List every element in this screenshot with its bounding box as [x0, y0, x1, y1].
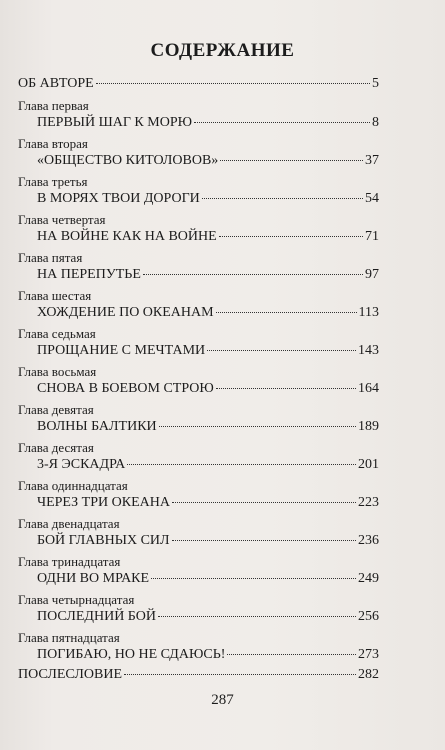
dot-leader	[216, 388, 356, 389]
chapter-label: Глава первая	[18, 98, 89, 113]
chapter-label: Глава пятнадцатая	[18, 630, 120, 645]
chapter-label: Глава одиннадцатая	[18, 478, 128, 493]
toc-entry-page: 113	[358, 305, 379, 320]
toc-entry-page: 8	[372, 115, 379, 130]
dot-leader	[159, 426, 356, 427]
dot-leader	[207, 350, 356, 351]
toc-entry-page: 143	[358, 343, 379, 358]
dot-leader	[158, 616, 356, 617]
toc-entry-author	[18, 76, 379, 92]
toc-entry-page: 273	[358, 647, 379, 662]
toc-entry	[37, 495, 379, 511]
chapter-label: Глава десятая	[18, 440, 94, 455]
toc-entry-title: В МОРЯХ ТВОИ ДОРОГИ	[37, 191, 200, 206]
toc-entry-title: 3-Я ЭСКАДРА	[37, 457, 126, 472]
toc-entry-title: ПЕРВЫЙ ШАГ К МОРЮ	[37, 115, 193, 130]
toc-entry-title: ПОСЛЕДНИЙ БОЙ	[37, 609, 156, 624]
toc-entry-afterword	[18, 667, 379, 683]
toc-entry-page: 189	[358, 419, 379, 434]
toc-entry	[37, 419, 379, 435]
dot-leader	[127, 464, 356, 465]
chapter-label: Глава третья	[18, 174, 88, 189]
toc-entry	[37, 343, 379, 359]
toc-entry-title: ОБ АВТОРЕ	[18, 76, 94, 91]
toc-entry-title: СНОВА В БОЕВОМ СТРОЮ	[37, 381, 214, 396]
chapter-label: Глава седьмая	[18, 326, 96, 341]
chapter-label: Глава пятая	[18, 250, 83, 265]
toc-entry-title: ПОСЛЕСЛОВИЕ	[18, 667, 123, 682]
toc-entry	[37, 647, 379, 663]
toc-entry	[37, 115, 379, 131]
toc-entry	[37, 267, 379, 283]
page-number: 287	[211, 692, 234, 708]
dot-leader	[219, 236, 363, 237]
toc-entry-page: 5	[372, 76, 379, 91]
dot-leader	[124, 674, 356, 675]
toc-entry-title: ПОГИБАЮ, НО НЕ СДАЮСЬ!	[37, 647, 226, 662]
toc-entry	[37, 305, 379, 321]
toc-entry	[37, 153, 379, 169]
toc-entry-page: 164	[358, 381, 379, 396]
chapter-label: Глава восьмая	[18, 364, 97, 379]
toc-entry-page: 37	[365, 153, 379, 168]
chapter-label: Глава вторая	[18, 136, 88, 151]
dot-leader	[96, 83, 370, 84]
toc-entry-title: ХОЖДЕНИЕ ПО ОКЕАНАМ	[37, 305, 214, 320]
toc-entry-page: 54	[365, 191, 379, 206]
chapter-label: Глава шестая	[18, 288, 92, 303]
dot-leader	[194, 122, 370, 123]
dot-leader	[143, 274, 363, 275]
toc-entry	[37, 571, 379, 587]
page-title: СОДЕРЖАНИЕ	[150, 40, 295, 61]
chapter-label: Глава четвертая	[18, 212, 106, 227]
dot-leader	[220, 160, 363, 161]
chapter-label: Глава четырнадцатая	[18, 592, 135, 607]
toc-entry-title: «ОБЩЕСТВО КИТОЛОВОВ»	[37, 153, 219, 168]
dot-leader	[216, 312, 357, 313]
toc-entry-page: 201	[358, 457, 379, 472]
toc-entry-page: 236	[358, 533, 379, 548]
toc-entry	[37, 191, 379, 207]
toc-entry-page: 249	[358, 571, 379, 586]
dot-leader	[172, 540, 356, 541]
toc-entry-page: 256	[358, 609, 379, 624]
toc-entry-title: ОДНИ ВО МРАКЕ	[37, 571, 150, 586]
toc-entry	[37, 533, 379, 549]
toc-entry-page: 282	[358, 667, 379, 682]
dot-leader	[151, 578, 356, 579]
toc-entry-title: БОЙ ГЛАВНЫХ СИЛ	[37, 533, 170, 548]
toc-entry-page: 71	[365, 229, 379, 244]
toc-entry	[37, 229, 379, 245]
chapter-label: Глава тринадцатая	[18, 554, 121, 569]
dot-leader	[227, 654, 356, 655]
dot-leader	[202, 198, 363, 199]
toc-entry-title: ПРОЩАНИЕ С МЕЧТАМИ	[37, 343, 206, 358]
dot-leader	[172, 502, 356, 503]
toc-entry	[37, 381, 379, 397]
chapter-label: Глава девятая	[18, 402, 94, 417]
toc-entry-title: ВОЛНЫ БАЛТИКИ	[37, 419, 157, 434]
toc-entry-title: НА ПЕРЕПУТЬЕ	[37, 267, 141, 282]
toc-entry	[37, 457, 379, 473]
toc-entry-page: 223	[358, 495, 379, 510]
toc-entry-title: ЧЕРЕЗ ТРИ ОКЕАНА	[37, 495, 170, 510]
toc-entry-title: НА ВОЙНЕ КАК НА ВОЙНЕ	[37, 229, 217, 244]
toc-entry	[37, 609, 379, 625]
toc-entry-page: 97	[365, 267, 379, 282]
chapter-label: Глава двенадцатая	[18, 516, 120, 531]
